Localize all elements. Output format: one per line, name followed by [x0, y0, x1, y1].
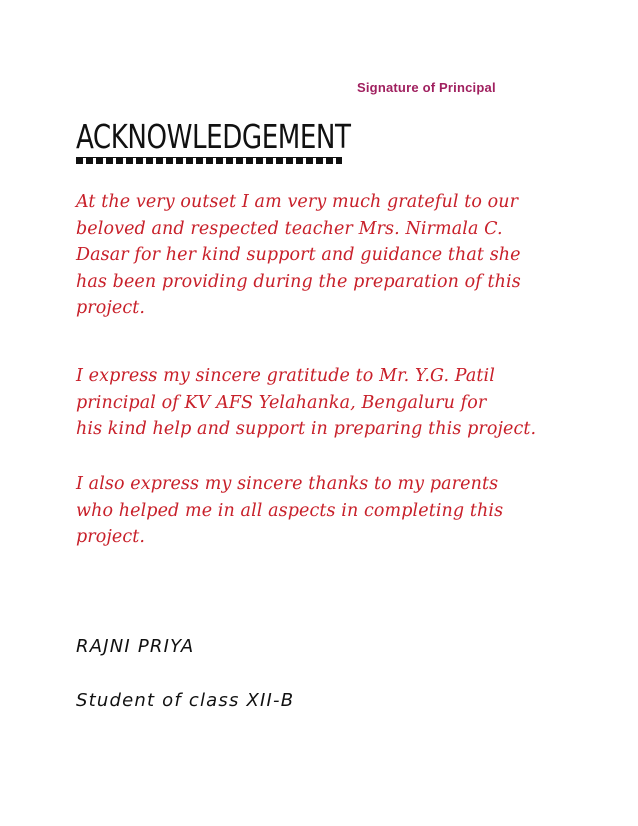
paragraph-line: Dasar for her kind support and guidance that she	[76, 245, 521, 265]
heading-block	[76, 117, 351, 164]
student-class: Student of class XII-B	[76, 690, 295, 711]
heading-underline	[76, 157, 342, 164]
student-name: RAJNI PRIYA	[76, 636, 195, 657]
paragraph-line: project.	[76, 527, 146, 547]
paragraph-2	[76, 363, 596, 443]
paragraph-3	[76, 471, 596, 551]
paragraph-line: his kind help and support in preparing this project.	[76, 419, 537, 439]
paragraph-line: At the very outset I am very much grateful to our	[76, 192, 519, 212]
paragraph-line: I also express my sincere thanks to my parents	[76, 474, 499, 494]
paragraph-line: I express my sincere gratitude to Mr. Y.G. Patil	[76, 366, 495, 386]
signature-label: Signature of Principal	[357, 80, 496, 95]
paragraph-line: principal of KV AFS Yelahanka, Bengaluru for	[76, 392, 487, 413]
paragraph-line: beloved and respected teacher Mrs. Nirmala C.	[76, 218, 503, 239]
paragraph-line: who helped me in all aspects in completing this	[76, 500, 504, 521]
paragraph-line: has been providing during the preparation of this	[76, 271, 521, 292]
paragraph-1	[76, 189, 596, 322]
page-title: ACKNOWLEDGEMENT	[76, 117, 351, 156]
paragraph-line: project.	[76, 298, 146, 318]
